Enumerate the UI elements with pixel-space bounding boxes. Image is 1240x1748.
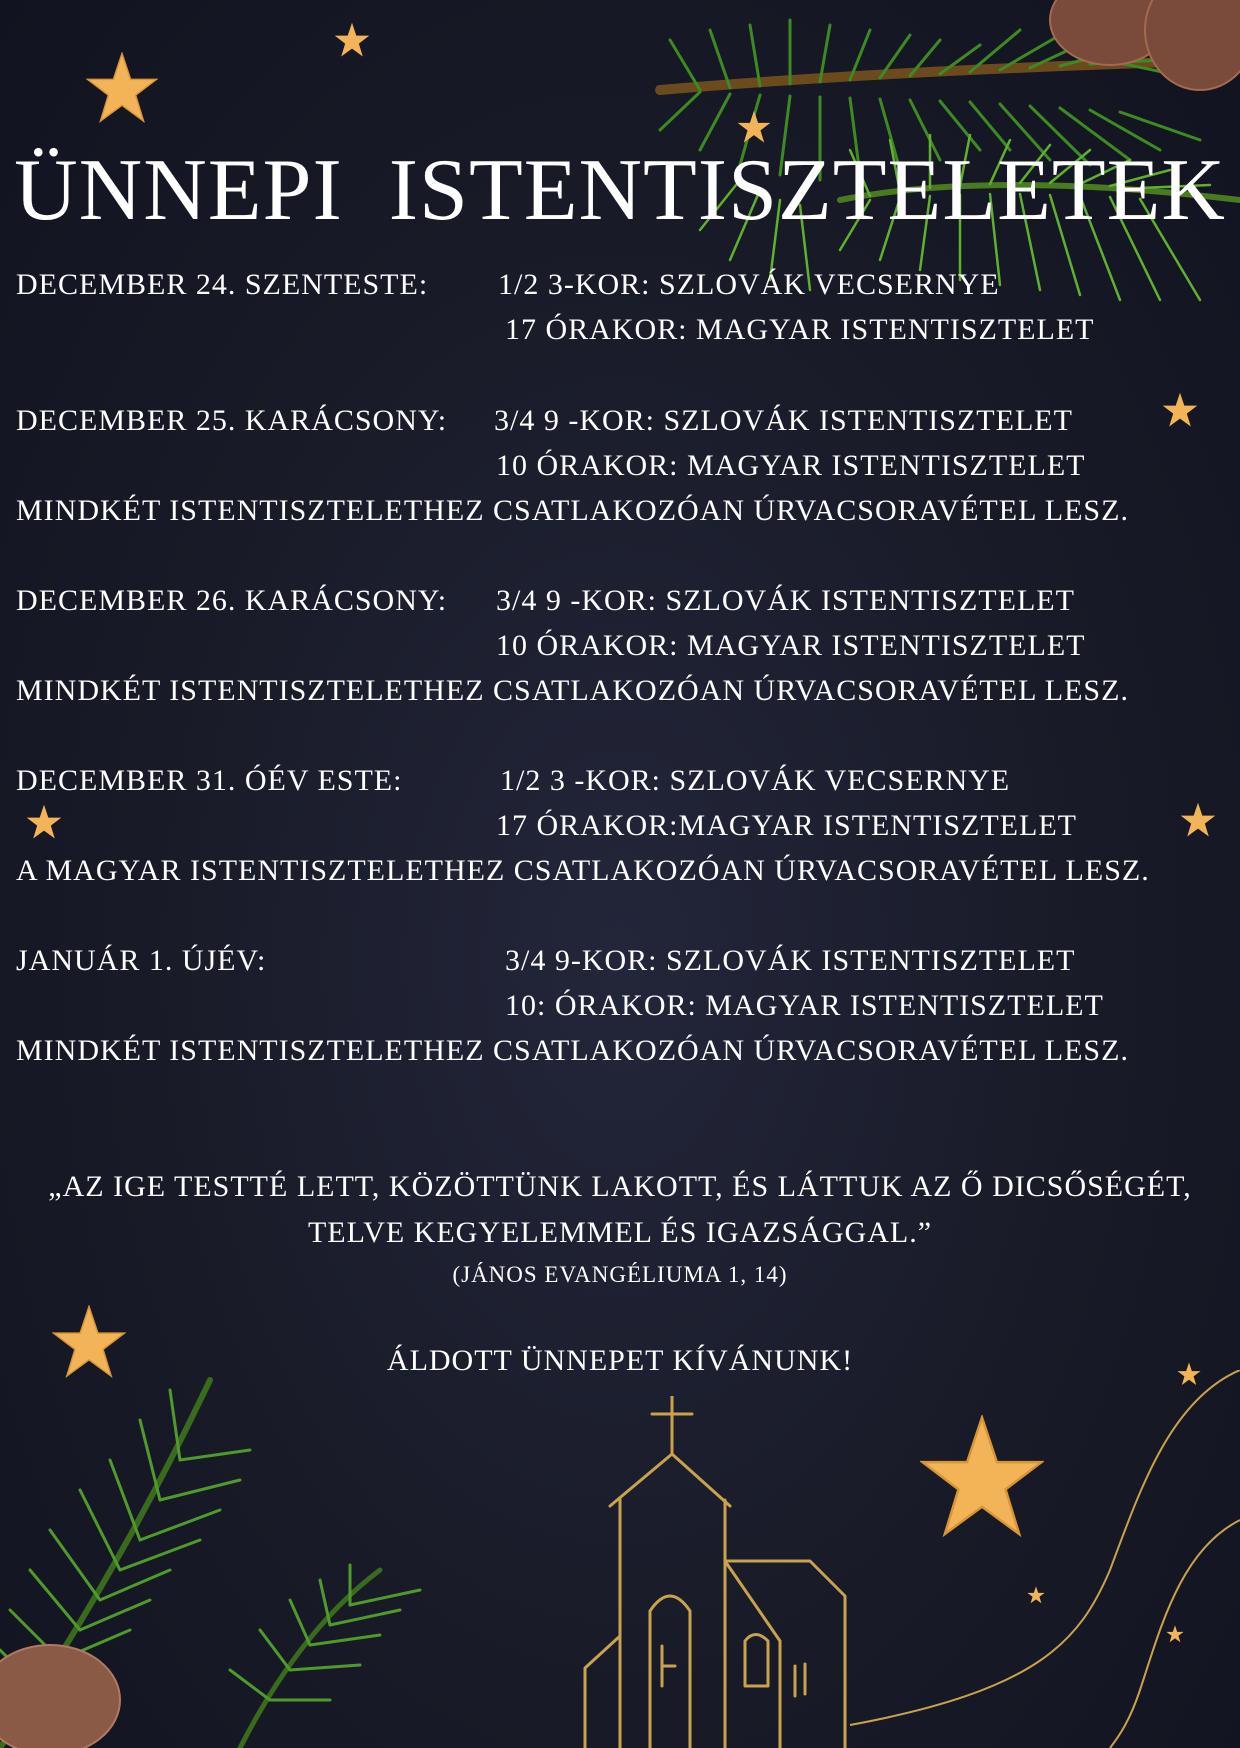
star-icon — [26, 804, 62, 840]
page-title: ÜNNEPI ISTENTISZTELETEK — [14, 142, 1226, 239]
service-note: MINDKÉT ISTENTISZTELETHEZ CSATLAKOZÓAN ÚRVACSORAVÉTEL LESZ. — [16, 494, 1129, 527]
pine-branch-bottom-left-icon — [0, 1370, 480, 1748]
star-icon — [737, 110, 771, 144]
star-icon — [1162, 392, 1198, 428]
star-icon — [1180, 802, 1216, 838]
service-time: 1/2 3-KOR: SZLOVÁK VECSERNYE — [498, 268, 1000, 301]
service-date: DECEMBER 31. ÓÉV ESTE: — [16, 764, 403, 797]
church-drawing-icon — [580, 1396, 860, 1748]
service-note: MINDKÉT ISTENTISZTELETHEZ CSATLAKOZÓAN ÚRVACSORAVÉTEL LESZ. — [16, 674, 1129, 707]
greeting: ÁLDOTT ÜNNEPET KÍVÁNUNK! — [386, 1344, 854, 1377]
star-icon — [86, 52, 158, 124]
service-time: 3/4 9-KOR: SZLOVÁK ISTENTISZTELET — [505, 944, 1076, 977]
service-time: 17 ÓRAKOR: MAGYAR ISTENTISZTELET — [505, 313, 1095, 346]
service-time: 1/2 3 -KOR: SZLOVÁK VECSERNYE — [500, 764, 1011, 797]
service-time: 3/4 9 -KOR: SZLOVÁK ISTENTISZTELET — [494, 404, 1073, 437]
quote-line: „AZ IGE TESTTÉ LETT, KÖZÖTTÜNK LAKOTT, ÉS LÁTTUK AZ Ő DICSŐSÉGÉT, — [48, 1170, 1192, 1203]
service-time: 10 ÓRAKOR: MAGYAR ISTENTISZTELET — [496, 629, 1086, 662]
quote-line: TELVE KEGYELEMMEL ÉS IGAZSÁGGAL.” — [307, 1216, 933, 1249]
service-date: DECEMBER 26. KARÁCSONY: — [16, 584, 448, 617]
service-time: 17 ÓRAKOR:MAGYAR ISTENTISZTELET — [496, 809, 1077, 842]
service-note: A MAGYAR ISTENTISZTELETHEZ CSATLAKOZÓAN ÚRVACSORAVÉTEL LESZ. — [16, 854, 1150, 887]
quote-reference: (JÁNOS EVANGÉLIUMA 1, 14) — [452, 1262, 788, 1287]
service-date: DECEMBER 24. SZENTESTE: — [16, 268, 429, 301]
swirl-line-icon — [840, 1370, 1240, 1748]
service-time: 3/4 9 -KOR: SZLOVÁK ISTENTISZTELET — [496, 584, 1075, 617]
service-date: JANUÁR 1. ÚJÉV: — [16, 944, 267, 977]
service-date: DECEMBER 25. KARÁCSONY: — [16, 404, 448, 437]
service-time: 10 ÓRAKOR: MAGYAR ISTENTISZTELET — [496, 449, 1086, 482]
star-icon — [334, 22, 370, 58]
service-time: 10: ÓRAKOR: MAGYAR ISTENTISZTELET — [505, 989, 1104, 1022]
service-note: MINDKÉT ISTENTISZTELETHEZ CSATLAKOZÓAN ÚRVACSORAVÉTEL LESZ. — [16, 1034, 1129, 1067]
